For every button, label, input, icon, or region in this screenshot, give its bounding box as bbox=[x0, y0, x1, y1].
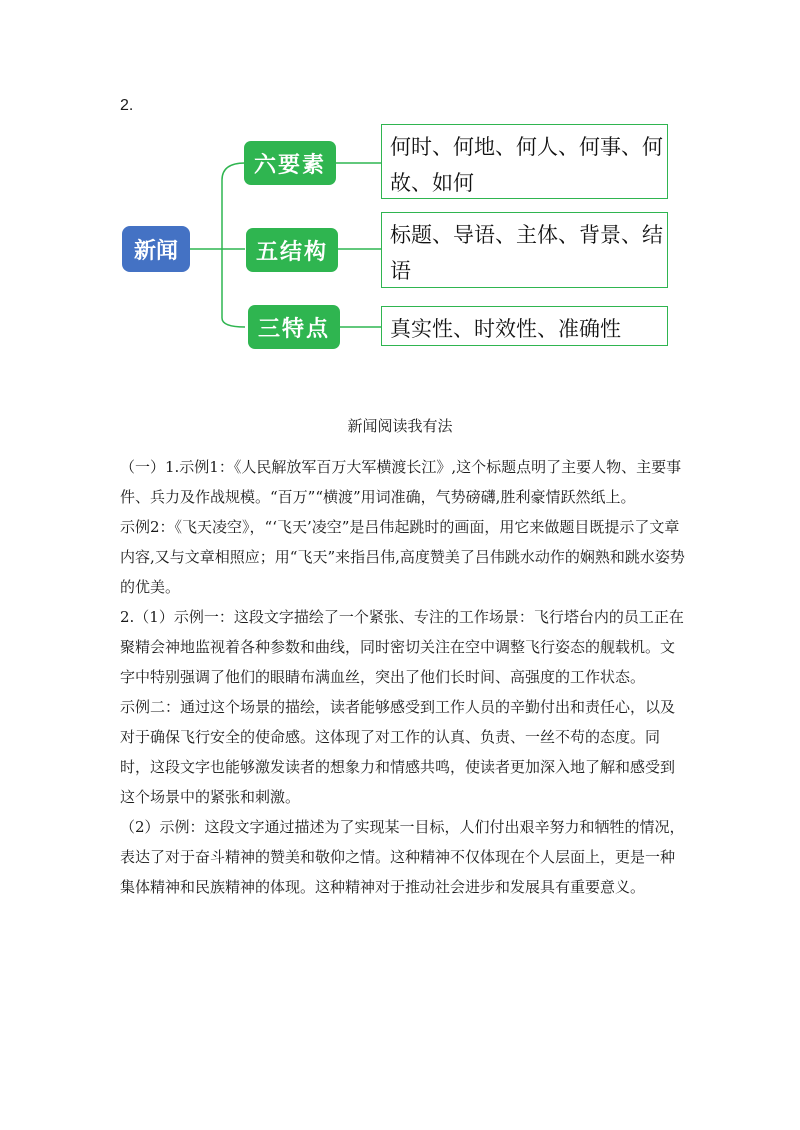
paragraph: 示例2：《飞天凌空》，“‘飞天’凌空”是吕伟起跳时的画面，用它来做题目既提示了文章内容,又与文章相照应；用“飞天”来指吕伟,高度赞美了吕伟跳水动作的娴熟和跳水姿势的优美。 bbox=[120, 518, 685, 596]
leaf-six-elements: 何时、何地、何人、何事、何故、如何 bbox=[381, 124, 668, 199]
paragraph: （一）1.示例1：《人民解放军百万大军横渡长江》,这个标题点明了主要人物、主要事件、兵力及作战规模。“百万”“横渡”用词准确，气势磅礴,胜利豪情跃然纸上。 bbox=[120, 458, 682, 506]
mindmap-root: 新闻 bbox=[122, 226, 190, 272]
paragraph: 示例二：通过这个场景的描绘，读者能够感受到工作人员的辛勤付出和责任心，以及对于确保飞行安全的使命感。这体现了对工作的认真、负责、一丝不苟的态度。同时，这段文字也能够激发读者的想象力和情感共鸣，使读者更加深入地了解和感受到这个场景中的紧张和刺激。 bbox=[120, 698, 676, 806]
branch-six-elements: 六要素 bbox=[244, 141, 336, 185]
branch-five-structures: 五结构 bbox=[246, 228, 338, 272]
leaf-three-features: 真实性、时效性、准确性 bbox=[381, 306, 668, 346]
paragraph: （2）示例：这段文字通过描述为了实现某一目标，人们付出艰辛努力和牺牲的情况，表达了对于奋斗精神的赞美和敬仰之情。这种精神不仅体现在个人层面上，更是一种集体精神和民族精神的体现。这种精神对于推动社会进步和发展具有重要意义。 bbox=[120, 818, 685, 896]
item-number: 2. bbox=[120, 97, 134, 114]
branch-three-features: 三特点 bbox=[248, 305, 340, 349]
paragraph: 2.（1）示例一：这段文字描绘了一个紧张、专注的工作场景：飞行塔台内的员工正在聚精会神地监视着各种参数和曲线，同时密切关注在空中调整飞行姿态的舰载机。文字中特别强调了他们的眼睛布满血丝，突出了他们长时间、高强度的工作状态。 bbox=[120, 608, 684, 686]
leaf-five-structures: 标题、导语、主体、背景、结语 bbox=[381, 212, 668, 288]
answer-body bbox=[120, 452, 685, 902]
section-title: 新闻阅读我有法 bbox=[347, 417, 453, 435]
